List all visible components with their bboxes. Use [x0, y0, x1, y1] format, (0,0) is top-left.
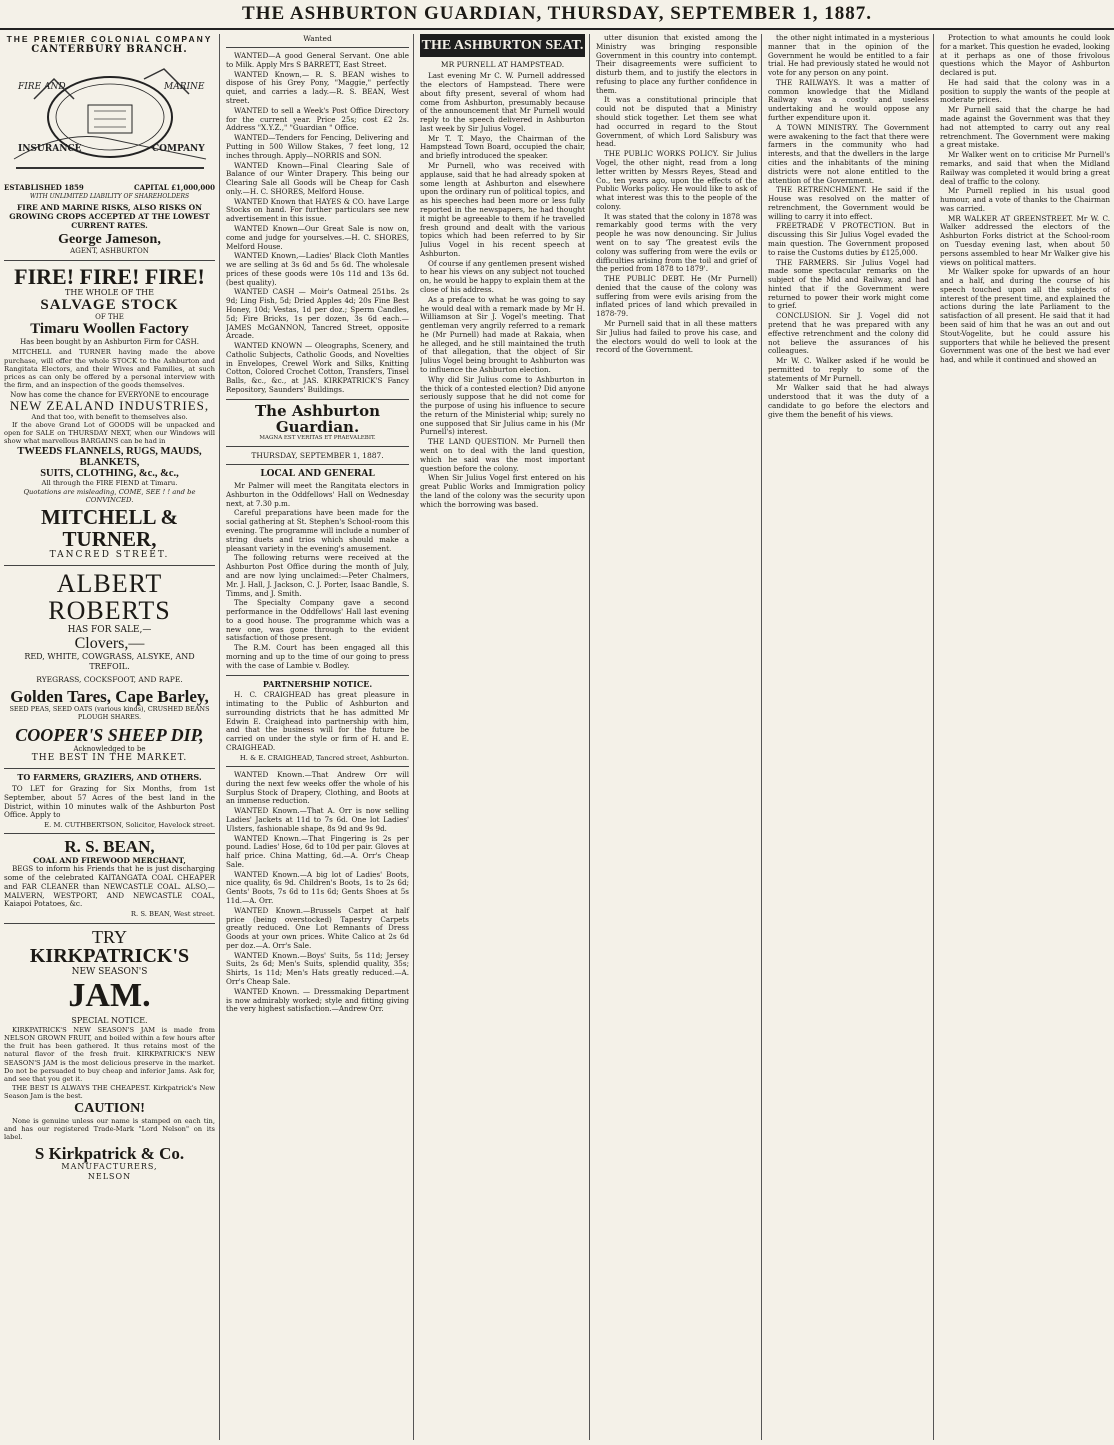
article-paragraph: He had said that the colony was in a position to supply the wants of the people at moderate prices.	[940, 77, 1110, 105]
article-paragraph: Mr Purnell said that in all these matters Sir Julius had failed to prove his case, and the electors would do well to look at the record of the Government.	[596, 319, 757, 355]
partnership-heading: PARTNERSHIP NOTICE.	[262, 678, 373, 689]
acknowledged-text: Acknowledged to be	[73, 744, 146, 753]
bean-sign: R. S. BEAN, West street.	[130, 910, 215, 919]
local-paragraph: Careful preparations have been made for the social gathering at St. Stephen's School-room this evening. The programme will include a number of string duets and trios which should make a pleasant variety in the evening's amusement.	[226, 508, 409, 553]
tweeds-line: TWEEDS FLANNELS, RUGS, MAUDS, BLANKETS,	[17, 446, 202, 469]
article-paragraph: Mr Walker said that he had always understood that it was the duty of a candidate to go before the electors and give them the benefit of his views.	[768, 383, 929, 419]
article-paragraph: THE RAILWAYS. It was a matter of common knowledge that the Midland Railway was a costly and useless undertaking and he would oppose any further expenditure upon it.	[768, 77, 929, 123]
wanted-ad: WANTED Known that HAYES & CO. have Large Stocks on hand. For further particulars see new advertisement in this issue.	[226, 196, 409, 224]
wanted-ad: WANTED—A good General Servant. One able to Milk. Apply Mrs S BARRETT, East Street.	[226, 51, 409, 69]
article-paragraph: CONCLUSION. Sir J. Vogel did not pretend that he was prepared with any effective retrenchment and the colony did not believe the assurances of his colleagues.	[768, 311, 929, 356]
orr-ad: WANTED Known.—Brussels Carpet at half price (being overstocked) Tapestry Carpets greatly reduced. One Lot Remnants of Dress Goods at your own prices. White Calico at 2s 6d per doz.—A. Orr's Sale.	[226, 905, 409, 950]
article-paragraph: THE RETRENCHMENT. He said if the House was resolved on the matter of retrenchment, the Government would be willing to carry it into effect.	[768, 185, 929, 221]
bean-trade: COAL AND FIREWOOD MERCHANT,	[33, 856, 186, 866]
caution-heading: CAUTION!	[74, 1101, 145, 1117]
grand-lot-text: If the above Grand Lot of GOODS will be unpacked and open for SALE on THURSDAY NEXT, when our Windows will show what marvellous BARGAINS can be had in	[4, 421, 215, 446]
article-paragraph: THE LAND QUESTION. Mr Purnell then went on to deal with the land question, which he said was the most important question before the colony.	[420, 437, 585, 473]
column-4	[596, 34, 762, 1440]
branch-name: CANTERBURY BRANCH.	[31, 44, 188, 56]
salvage-stock: SALVAGE STOCK	[40, 296, 179, 313]
quotations-text: Quotations are misleading, COME, SEE ! ! and be CONVINCED.	[23, 487, 196, 504]
to-let-text: TO LET for Grazing for Six Months, from 1st September, about 57 Acres of the best land in the District, within 10 minutes walk of the Ashburton Post Office. Apply to	[4, 783, 215, 820]
insurance-company-name: THE PREMIER COLONIAL COMPANY	[6, 34, 213, 44]
article-paragraph: MR WALKER AT GREENSTREET. Mr W. C. Walker addressed the electors of the Ashburton Forks district at the School-room on Tuesday evening last, when about 50 persons assembled to hear Mr Walker give his views on political matters.	[940, 213, 1110, 267]
column-5	[768, 34, 934, 1440]
divider	[4, 260, 215, 261]
capital-amount: CAPITAL £1,000,000	[134, 183, 215, 193]
article-paragraph: It was stated that the colony in 1878 was remarkably good terms with the very people he was now denouncing. Sir Julius went on to say 'The greatest evils the colony was suffering from were the evils or difficulties arising from the toil and grief of the period from 1878 to 1879'.	[596, 211, 757, 274]
orr-ad: WANTED Known.—That Fingering is 2s per pound. Ladies' Hose, 6d to 10d per pair. Gloves at half price. China Matting, 6d.—A. Orr's Cheap Sale.	[226, 833, 409, 869]
tancred-street: TANCRED STREET.	[49, 550, 170, 561]
article-paragraph: Mr Purnell, who was received with applause, said that he had already spoken at some length at Ashburton and elsewhere upon the ordinary run of political topics, and as his speeches had been more or less fully reported in the newspapers, he had thought it might be agreeable to them if he travelled fresh ground and dealt with the various topics which had been referred to by Sir Julius Vogel in his recent speech at Ashburton.	[420, 161, 585, 258]
article-paragraph: Why did Sir Julius come to Ashburton in the thick of a contested election? Did anyone seriously suppose that he did not come for the purpose of using his influence to secure the return of the Ministerial whip; surely no one supposed that Sir Julius came in his (Mr Purnell's) interest.	[420, 374, 585, 437]
article-paragraph: utter disunion that existed among the Ministry was bringing responsible Government in this country into contempt. Their disagreements were sufficient to disturb them, and to justify the electors in refusing to place any further confidence in them.	[596, 34, 757, 95]
wanted-ad: WANTED—Tenders for Fencing, Delivering and Putting in 500 Willow Stakes, 7 feet long, 12 inches through. Apply—NORRIS and SON.	[226, 133, 409, 160]
now-come-text: Now has come the chance for EVERYONE to encourage	[10, 390, 209, 399]
new-season-heading: NEW SEASON'S	[71, 967, 148, 978]
special-notice: SPECIAL NOTICE.	[71, 1016, 148, 1026]
albert-roberts-name: ALBERT ROBERTS	[48, 569, 171, 626]
clover-kinds: RED, WHITE, COWGRASS, ALSYKE, AND TREFOIL.	[24, 652, 195, 672]
article-paragraph: Mr W. C. Walker asked if he would be permitted to reply to some of the statements of Mr Purnell.	[768, 356, 929, 383]
divider	[226, 675, 409, 676]
divider	[4, 768, 215, 769]
column-3	[420, 34, 590, 1440]
bought-note: Has been bought by an Ashburton Firm for CASH.	[20, 337, 199, 346]
emblem-fire-text: FIRE AND	[18, 81, 66, 92]
divider	[226, 399, 409, 400]
and-that-text: And that too, with benefit to themselves also.	[31, 412, 188, 421]
liability-note: WITH UNLIMITED LIABILITY OF SHAREHOLDERS	[29, 192, 190, 200]
ryegrass-line: RYEGRASS, COCKSFOOT, AND RAPE.	[36, 674, 183, 684]
wanted-ad: WANTED Known,— R. S. BEAN wishes to dispose of his Grey Pony, "Maggie," perfectly quiet, and carries a lady.—R. S. BEAN, West street.	[226, 69, 409, 106]
best-in-market: THE BEST IN THE MARKET.	[31, 753, 188, 764]
wanted-ad: WANTED to sell a Week's Post Office Directory for the current year. Price 25s; cost £2 2s. Address "X.Y.Z.," "Guardian " Office.	[226, 105, 409, 133]
article-paragraph: Mr Walker went on to criticise Mr Purnell's remarks, and said that when the Midland Railway was completed it would bring a great deal of traffic to the colony.	[940, 150, 1110, 186]
article-paragraph: the other night intimated in a mysterious manner that in the opinion of the Government he would be entitled to a fair trial. He had previously stated he would not vote for any person on any point.	[768, 34, 929, 78]
wanted-ad: WANTED Known,—Ladies' Black Cloth Mantles we are selling at 3s 6d and 5s 6d. The wholesale prices of these goods were 10s 11d and 13s 6d. (best quality).	[226, 251, 409, 287]
article-paragraph: THE FARMERS. Sir Julius Vogel had made some spectacular remarks on the subject of the Mid and Railway, and had hinted that if the Government were returned to power their work might come to grief.	[768, 257, 929, 311]
article-paragraph: THE PUBLIC WORKS POLICY. Sir Julius Vogel, the other night, read from a long letter written by Messrs Reyes, Stead and Co., ten years ago, upon the effects of the Public Works policy. He would like to ask of what interest was this to the people of the colony.	[596, 149, 757, 211]
article-paragraph: FREETRADE V PROTECTION. But in discussing this Sir Julius Vogel evaded the main question. The Government proposed to raise the Customs duties by £125,000.	[768, 221, 929, 257]
article-paragraph: It was a constitutional principle that could not be disputed that a Ministry should stick together. Let them see what had occurred in regard to the Stout Government, of which Lord Salisbury was head.	[596, 95, 757, 149]
golden-tares-heading: Golden Tares, Cape Barley,	[10, 687, 209, 707]
bean-text: BEGS to inform his Friends that he is just discharging some of the celebrated KAITANGATA COAL CHEAPER and FAR CLEANER than NEWCASTLE COAL. ALSO,— MALVERN, WESTPORT, AND NEWCASTLE COAL, Kaiapoi Potatoes, &c.	[4, 864, 215, 909]
masthead	[0, 0, 1114, 30]
divider	[226, 446, 409, 447]
has-for-sale: HAS FOR SALE,—	[67, 624, 152, 635]
article-paragraph: Of course if any gentlemen present wished to hear his views on any subject not touched on, he would be happy to explain them at the close of his address.	[420, 258, 585, 294]
orr-ad: WANTED Known. — Dressmaking Department is now admirably worked; style and fitting giving the very highest satisfaction.—Andrew Orr.	[226, 986, 409, 1014]
risks-text: FIRE AND MARINE RISKS, ALSO RISKS ON GROWING CROPS ACCEPTED AT THE LOWEST CURRENT RATES.	[9, 203, 210, 231]
article-paragraph: As a preface to what he was going to say he would deal with a remark made by Mr H. Williamson at Sir J. Vogel's meeting. That gentleman very angrily referred to a remark he (Mr Purnell) had made at Rakaia, when he alleged, and he still maintained the truth of that allegation, that the object of Sir Julius Vogel being brought to Ashburton was to influence the Ashburton election.	[420, 294, 585, 374]
article-paragraph: Mr T. T. Mayo, the Chairman of the Hampstead Town Board, occupied the chair, and briefly introduced the speaker.	[420, 133, 585, 161]
divider	[226, 47, 409, 48]
emblem-insurance-text: INSURANCE	[18, 143, 82, 154]
article-paragraph: A TOWN MINISTRY. The Government were awakening to the fact that there were farmers in the community who had interests, and that the dwellers in the large cities and the inhabitants of the mining districts were not alone entitled to the attention of the Government.	[768, 122, 929, 185]
newspaper-title: The Ashburton Guardian.	[255, 401, 380, 436]
wanted-ad: WANTED CASH — Moir's Oatmeal 251bs. 2s 9d; Ling Fish, 5d; Dried Apples 4d; 20s Fine Best Honey, 10d; Vestas, 1d per doz.; Sperm Candles, 5d; Fire Bricks, 1s per dozen, 3s 6d each.—JAMES McGANNON, Tancred Street, opposite Arcade.	[226, 287, 409, 341]
article-paragraph: Last evening Mr C. W. Purnell addressed the electors of Hampstead. There were about fifty present, several of whom had come from Ashburton, presumably because of the announcement that Mr Purnell would reply to the speech delivered in Ashburton last week by Sir Julius Vogel.	[420, 71, 585, 133]
try-heading: TRY	[91, 926, 127, 947]
emblem-marine-text: MARINE	[164, 81, 205, 92]
local-paragraph: The following returns were received at the Ashburton Post Office during the month of July, and are now lying unclaimed:—Peter Chalmers, Mr. J. Hall, J. Jackson, C. J. Porter, Isaac Bandle, S. Timms, and J. Smith.	[226, 553, 409, 598]
local-paragraph: Mr Palmer will meet the Rangitata electors in Ashburton in the Oddfellows' Hall on Wednesday next, at 7.30 p.m.	[226, 481, 409, 508]
caution-text: None is genuine unless our name is stamped on each tin, and has our registered Trade-Mark "Lord Nelson" on its label.	[4, 1117, 215, 1142]
local-general-heading: LOCAL AND GENERAL	[260, 469, 375, 480]
cuthbertson-sign: E. M. CUTHBERTSON, Solicitor, Havelock street.	[44, 821, 215, 830]
jam-heading: JAM.	[68, 977, 151, 1015]
column-6	[940, 34, 1110, 1440]
clovers-heading: Clovers,—	[74, 634, 145, 652]
farmers-heading: TO FARMERS, GRAZIERS, AND OTHERS.	[17, 772, 202, 783]
column-2	[226, 34, 414, 1440]
fire-headline: FIRE! FIRE! FIRE!	[14, 263, 205, 289]
established-year: ESTABLISHED 1859	[4, 183, 84, 193]
agent-location: AGENT, ASHBURTON	[70, 247, 149, 256]
wanted-ad: WANTED Known—Our Great Sale is now on, come and judge for yourselves.—H. C. SHORES, Melford House.	[226, 223, 409, 251]
of-the-label: OF THE	[95, 313, 124, 322]
nz-industries: NEW ZEALAND INDUSTRIES,	[9, 398, 210, 414]
suits-line: SUITS, CLOTHING, &c., &c.,	[40, 468, 179, 480]
orr-ad: WANTED Known.—Boys' Suits, 5s 11d; Jersey Suits, 2s 6d; Men's Suits, splendid quality, 35s; Shirts, 1s 11d; Men's Hats greatly reduced.—A. Orr's Cheap Sale.	[226, 950, 409, 987]
kirkpatrick-heading: KIRKPATRICK'S	[29, 945, 190, 968]
agent-name: George Jameson,	[58, 231, 161, 247]
nelson-label: NELSON	[87, 1172, 132, 1182]
divider	[226, 464, 409, 465]
divider	[4, 565, 215, 566]
hampstead-subheading: MR PURNELL AT HAMPSTEAD.	[440, 60, 565, 70]
emblem-company-text: COMPANY	[152, 143, 205, 154]
divider	[226, 766, 409, 767]
article-paragraph: Protection to what amounts he could look for a market. This question he evaded, looking at it perhaps as one of those frivolous questions which the Mayor of Ashburton declared is put.	[940, 34, 1110, 78]
column-1	[4, 34, 220, 1440]
partnership-sign: H. & E. CRAIGHEAD, Tancred street, Ashburton.	[239, 753, 409, 762]
best-cheapest-text: THE BEST IS ALWAYS THE CHEAPEST. Kirkpatrick's New Season Jam is the best.	[4, 1084, 215, 1101]
wanted-heading: Wanted	[303, 34, 332, 43]
divider	[4, 923, 215, 924]
article-paragraph: THE PUBLIC DEBT. He (Mr Purnell) denied that the cause of the colony was suffering from were evils arising from the inflated prices of land which prevailed in 1878-79.	[596, 274, 757, 319]
mitchell-turner-name: MITCHELL & TURNER,	[40, 505, 179, 552]
article-paragraph: Mr Purnell replied in his usual good humour, and a vote of thanks to the Chairman was carried.	[940, 186, 1110, 213]
coopers-dip-heading: COOPER'S SHEEP DIP,	[15, 724, 204, 745]
wanted-ad: WANTED Known—Final Clearing Sale of Balance of our Winter Drapery. This being our Clearing Sale all Goods will be Cheap for Cash only.—H. C. SHORES, Melford House.	[226, 160, 409, 196]
whole-of-the: THE WHOLE OF THE	[65, 287, 154, 297]
newspaper-motto: MAGNA EST VERITAS ET PRAEVALEBIT.	[259, 435, 376, 442]
article-paragraph: Mr Purnell said that the charge he had made against the Government was that they had not attempted to carry out any real retrenchment. The Government were making a great mistake.	[940, 105, 1110, 150]
masthead-title: THE ASHBURTON GUARDIAN, THURSDAY, SEPTEMBER 1, 1887.	[242, 3, 872, 24]
article-paragraph: When Sir Julius Vogel first entered on his great Public Works and Immigration policy the land of the colony was the security upon which the borrowing was based.	[420, 473, 585, 509]
factory-name: Timaru Woollen Factory	[30, 320, 189, 337]
wanted-ad: WANTED KNOWN — Oleographs, Scenery, and Catholic Subjects, Catholic Goods, and Novelties in Envelopes, Crewel Work and Silks, Knitting Cotton, Colored Crochet Cotton, Transfers, Tinsel Balls, &c., &c., at JAS. KIRKPATRICK'S Fancy Repository, Saunders' Buildings.	[226, 341, 409, 395]
seed-peas-line: SEED PEAS, SEED OATS (various kinds), CRUSHED BEANS PLOUGH SHARES.	[9, 704, 210, 721]
kirkpatrick-text: KIRKPATRICK'S NEW SEASON'S JAM is made from NELSON GROWN FRUIT, and boiled within a few hours after the fruit has been gathered. It thus retains most of the natural flavor of the fresh fruit. KIRKPATRICK'S NEW SEASON'S JAM is the most delicious preserve in the market. Do not be persuaded to buy cheap and inferior Jams. Ask for, and see that you get it.	[4, 1025, 215, 1083]
manufacturers-label: MANUFACTURERS,	[61, 1162, 158, 1172]
local-paragraph: The Specialty Company gave a second performance in the Oddfellows' Hall last evening to a good house. The programme which was a new one, was gone through to the evident satisfaction of those present.	[226, 598, 409, 643]
ashburton-seat-heading: THE ASHBURTON SEAT.	[420, 34, 585, 57]
insurance-emblem-illustration	[4, 59, 216, 179]
orr-ad: WANTED Known.—A big lot of Ladies' Boots, nice quality, 6s 9d. Children's Boots, 1s to 2s 6d; Gents' Boots, 7s 6d to 11s 6d; Gents Shoes at 5s 11d.—A. Orr.	[226, 869, 409, 905]
orr-ad: WANTED Known.—That Andrew Orr will during the next few weeks offer the whole of his Surplus Stock of Drapery, Clothing, and Boots at an immense reduction.	[226, 770, 409, 806]
local-paragraph: The R.M. Court has been engaged all this morning and up to the time of our going to press with the case of Lambie v. Bodley.	[226, 643, 409, 670]
issue-date: THURSDAY, SEPTEMBER 1, 1887.	[251, 451, 384, 461]
mitchell-notice: MITCHELL and TURNER having made the above purchase, will offer the whole STOCK to the Ashburton and Rangitata Electors, and their Wives and Families, at such prices as can only be offered by a personal interview with the firm, and an inspection of the goods themselves.	[4, 348, 215, 390]
partnership-text: H. C. CRAIGHEAD has great pleasure in intimating to the Public of Ashburton and surrounding districts that he has admitted Mr Edwin E. Craighead into partnership with him, and that the business will for the future be carried on under the style or firm of H. and E. CRAIGHEAD.	[226, 690, 409, 752]
kirkpatrick-co: S Kirkpatrick & Co.	[34, 1143, 185, 1163]
article-paragraph: Mr Walker spoke for upwards of an hour and a half, and during the course of his speech touched upon all the subjects of interest of the present time, and explained the actions during the late Parliament to the satisfaction of all present. He said that it had been said of him that he was an out and out Stout-Vogelite, but he could assure his supporters that while he believed the present Government was one of the best we had ever had, and while it continued and showed an	[940, 267, 1110, 365]
bean-name: R. S. BEAN,	[64, 837, 155, 857]
fire-fiend-text: All through the FIRE FIEND at Timaru.	[41, 479, 178, 488]
orr-ad: WANTED Known.—That A. Orr is now selling Ladies' Jackets at 11d to 7s 6d. One lot Ladies' Ulsters, fashionable shape, 8s 9d and 9s 9d.	[226, 806, 409, 833]
divider	[4, 833, 215, 834]
